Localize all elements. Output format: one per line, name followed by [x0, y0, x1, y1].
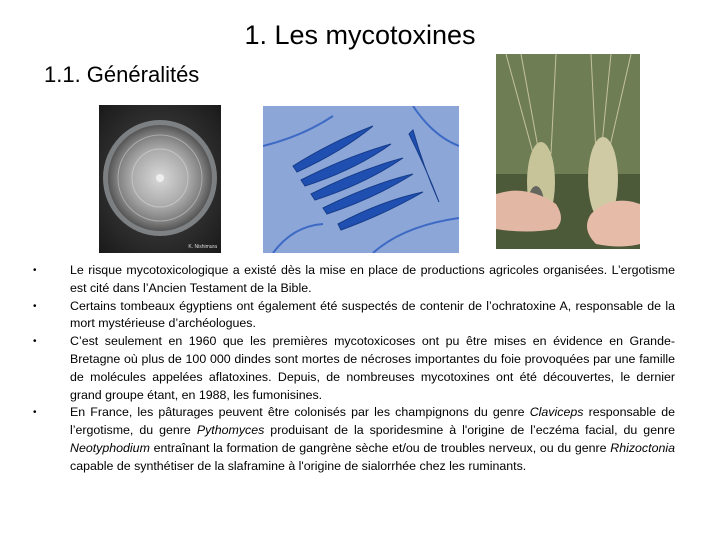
bullet-item [33, 298, 675, 334]
bullet-item [33, 262, 675, 298]
bullet-item [33, 404, 675, 475]
bullet-list [33, 262, 675, 476]
bullet-text: Le risque mycotoxicologique a existé dès la mise en place de productions agricoles organisées. L’ergotisme est cité dans l’Ancien Testament de la Bible. [70, 263, 675, 295]
section-subtitle: 1.1. Généralités [44, 62, 200, 87]
bullet-dot-icon: • [33, 336, 37, 348]
bullet-item [33, 333, 675, 404]
photo-credit: K. Nishimura [188, 244, 217, 250]
bullet-text: En France, les pâturages peuvent être colonisés par les champignons du genre Claviceps responsable de l’ergotisme, du genre Pythomyces produisant de la sporidesmine à l'origine de l’eczéma facial, du genre Neotyphodium entraînant la formation de gangrène sèche et/ou de troubles nerveux, ou du genre Rhizoctonia capable de synthétiser de la slaframine à l'origine de sialorrhée chez les ruminants. [70, 405, 675, 473]
slide-title: 1. Les mycotoxines [244, 20, 476, 50]
wheat-ears-photo [496, 54, 640, 249]
petri-dish-photo [99, 105, 221, 253]
spores-micrograph [263, 106, 459, 253]
bullet-text: Certains tombeaux égyptiens ont également été suspectés de contenir de l’ochratoxine A, responsable de la mort mystérieuse d’archéologues. [70, 298, 675, 331]
bullet-text: C’est seulement en 1960 que les premières mycotoxicoses ont pu être mises en évidence en Grande-Bretagne où plus de 100 000 dindes sont mortes de nécroses importantes du foie provoquées par une famille de molécules appelées aflatoxines. Depuis, de nombreuses mycotoxines ont été découvertes, le dernier grand groupe étant, en 1988, les fumonisines. [70, 334, 675, 402]
bullet-dot-icon: • [33, 300, 37, 312]
bullet-dot-icon: • [33, 265, 37, 276]
bullet-dot-icon: • [33, 407, 37, 419]
